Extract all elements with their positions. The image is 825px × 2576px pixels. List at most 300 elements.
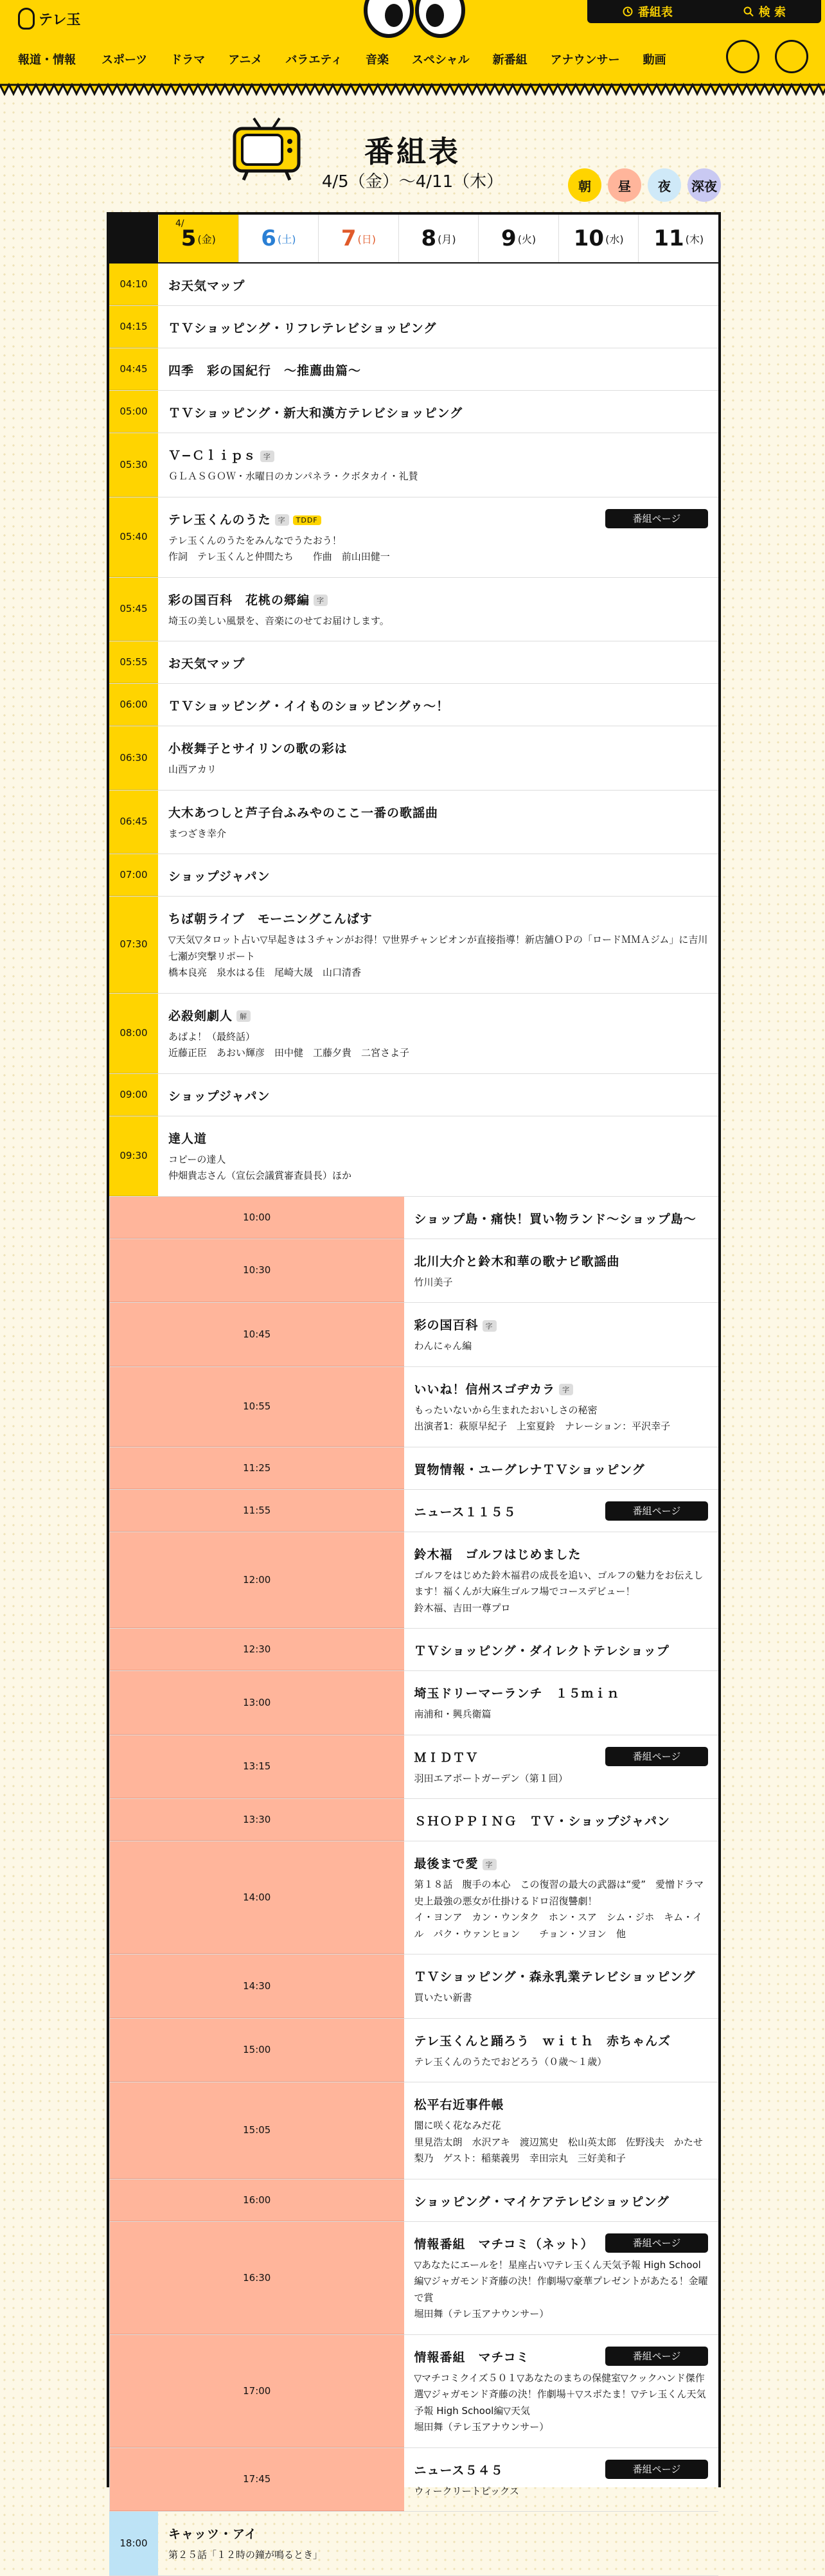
- program-badge: TDDF: [293, 515, 321, 525]
- program-description: [414, 1402, 709, 1435]
- program-cell: [404, 1841, 719, 1954]
- program-row[interactable]: [109, 1490, 718, 1532]
- program-time: 04:15: [109, 306, 158, 348]
- program-row[interactable]: [109, 2222, 718, 2335]
- program-description-line: テレ玉くんのうたをみんなでうたおう！: [168, 534, 342, 546]
- program-cell: [158, 791, 718, 854]
- program-time: 07:00: [109, 854, 158, 896]
- program-cell: [158, 2512, 718, 2575]
- program-title-line: [414, 1854, 709, 1872]
- schedule-link-label: 番組表: [637, 6, 673, 19]
- program-cell: [404, 2335, 719, 2447]
- program-cell: [158, 264, 718, 305]
- program-title-line: [414, 1545, 709, 1562]
- program-title-line: [168, 654, 708, 672]
- day-tab-number: 11: [653, 226, 684, 251]
- program-cell: [404, 1197, 719, 1239]
- program-description: [168, 469, 708, 485]
- program-title[interactable]: テレ玉くんのうた: [168, 512, 271, 527]
- program-description-line: 橋本良亮 泉水はる佳 尾崎大晟 山口清香: [168, 967, 362, 978]
- day-tab-weekday: (日): [357, 233, 377, 246]
- program-description-line: ウィークリートピックス: [414, 2485, 519, 2497]
- program-cell: [158, 897, 718, 993]
- logo-text: テレ玉: [39, 12, 81, 28]
- date-range: 4/5（金）〜4/11（木）: [321, 172, 504, 192]
- program-description-line: イ・ヨンア カン・ウンタク ホン・スア シム・ジホ キム・イル パク・ウァンヒョン チョン・ソヨン 他: [414, 1911, 703, 1940]
- nav-new-programs[interactable]: 新番組: [492, 53, 528, 67]
- tod-night-button[interactable]: 夜: [648, 168, 681, 202]
- program-description: [168, 2547, 708, 2564]
- nav-sports[interactable]: スポーツ: [102, 53, 148, 67]
- program-time: 14:30: [109, 1954, 404, 2018]
- program-description-line: 堀田舞（テレ玉アナウンサー）: [414, 2421, 549, 2433]
- program-title[interactable]: 大木あつしと芦子台ふみやのここ一番の歌謡曲: [168, 805, 439, 820]
- program-description: [414, 2118, 709, 2167]
- program-row[interactable]: [109, 726, 718, 791]
- program-cell: [404, 2019, 719, 2082]
- site-header: [0, 0, 825, 85]
- program-cell: [158, 994, 718, 1073]
- program-description-line: 第２５話「１２時の鐘が鳴るとき」: [168, 2549, 323, 2561]
- day-tab-number: 10: [573, 226, 605, 251]
- program-title[interactable]: 買物情報・ユーグレナＴＶショッピング: [414, 1462, 645, 1477]
- program-description: [414, 1990, 709, 2007]
- day-tab-8[interactable]: [398, 215, 479, 262]
- program-title-line: [414, 1812, 709, 1829]
- program-cell: [404, 1954, 719, 2018]
- program-page-button[interactable]: 番組ページ: [605, 1501, 708, 1521]
- program-description-line: ▽天気▽タロット占い▽早起きは３チャンがお得！▽世界チャンピオンが直接指導！新店舗ＯＰの「ロードＭＭＡジム」に吉川七瀬が突撃リポート: [168, 934, 708, 962]
- program-title-line: [168, 404, 708, 421]
- program-description-line: ＧＬＡＳＧＯＷ・水曜日のカンパネラ・クボタカイ・礼賛: [168, 470, 418, 482]
- mascot-icon: [18, 8, 35, 30]
- program-title[interactable]: 必殺剣劇人: [168, 1008, 233, 1023]
- program-title[interactable]: ＭＩＤＴＶ: [414, 1750, 479, 1765]
- program-time: 09:30: [109, 1116, 158, 1196]
- program-row[interactable]: [109, 1629, 718, 1671]
- program-description: [414, 2257, 709, 2323]
- nav-drama[interactable]: ドラマ: [170, 53, 206, 67]
- day-tab-month: 4/: [175, 219, 184, 229]
- page-title: 番組表: [364, 134, 461, 169]
- program-title-line: [414, 1252, 709, 1269]
- program-cell: [158, 391, 718, 433]
- program-title-line: [414, 1684, 709, 1701]
- program-time: 08:00: [109, 994, 158, 1073]
- program-title[interactable]: 情報番組 マチコミ: [414, 2350, 529, 2365]
- program-cell: [404, 2179, 719, 2221]
- program-cell: [404, 1629, 719, 1670]
- program-title[interactable]: テレ玉くんと踊ろう ｗｉｔｈ 赤ちゃんズ: [414, 2034, 671, 2048]
- program-title[interactable]: 情報番組 マチコミ（ネット）: [414, 2237, 594, 2251]
- program-time: 09:00: [109, 1074, 158, 1116]
- program-row[interactable]: [109, 1116, 718, 1197]
- program-title[interactable]: 彩の国百科: [414, 1318, 479, 1332]
- program-title-line: [168, 909, 708, 927]
- tod-noon-button[interactable]: 昼: [608, 168, 641, 202]
- program-description: [414, 2054, 709, 2071]
- program-title[interactable]: 彩の国百科 花桃の郷編: [168, 593, 310, 607]
- program-description: [168, 613, 708, 630]
- program-title-line: [168, 803, 708, 821]
- program-row[interactable]: [109, 994, 718, 1074]
- program-description-line: ▽マチコミクイズ５０１▽あなたのまちの保健室▽クックハンド傑作選▽ジャガモンド斉藤の決！作劇場＋▽スポたま！▽テレ玉くん天気予報 High School編▽天気: [414, 2372, 706, 2417]
- program-row[interactable]: [109, 2082, 718, 2179]
- program-time: 10:55: [109, 1367, 404, 1447]
- program-time: 04:45: [109, 348, 158, 390]
- program-time: 07:30: [109, 897, 158, 993]
- day-tab-weekday: (水): [605, 233, 624, 246]
- program-title-line: [168, 1087, 708, 1104]
- program-title[interactable]: ＳＨＯＰＰＩＮＧ ＴＶ・ショップジャパン: [414, 1814, 670, 1829]
- day-tab-number: 5: [181, 226, 197, 251]
- program-row[interactable]: [109, 1367, 718, 1447]
- program-badge: 解: [236, 1010, 251, 1022]
- program-list: [109, 264, 718, 2576]
- program-description-line: あばよ！（最終話）: [168, 1030, 256, 1042]
- program-time: 06:30: [109, 726, 158, 790]
- program-description-line: 南浦和・興兵衛篇: [414, 1708, 492, 1720]
- program-title[interactable]: ニュース１１５５: [414, 1505, 517, 1519]
- program-row[interactable]: [109, 1239, 718, 1303]
- program-description-line: テレ玉くんのうたでおどろう（０歳〜１歳）: [414, 2055, 607, 2068]
- program-cell: [158, 497, 718, 577]
- program-time: 05:55: [109, 641, 158, 683]
- day-tab-11[interactable]: [638, 215, 718, 262]
- program-description-line: 闇に咲く花なみだ花: [414, 2120, 501, 2131]
- program-title-line: [414, 1967, 709, 1985]
- search-link[interactable]: [743, 3, 786, 20]
- program-time: 05:45: [109, 578, 158, 641]
- program-title-line: [168, 1129, 708, 1147]
- program-page-button[interactable]: 番組ページ: [605, 2347, 708, 2366]
- program-title[interactable]: 達人道: [168, 1131, 208, 1146]
- program-badge: 字: [260, 451, 274, 462]
- program-time: 04:10: [109, 264, 158, 305]
- program-time: 16:00: [109, 2179, 404, 2221]
- program-time: 10:00: [109, 1197, 404, 1239]
- program-row[interactable]: [109, 2512, 718, 2576]
- program-time: 17:00: [109, 2335, 404, 2447]
- day-tabs-corner: [109, 215, 158, 262]
- program-row[interactable]: [109, 2179, 718, 2222]
- program-description-line: コピーの達人: [168, 1153, 226, 1165]
- program-description: [168, 533, 708, 566]
- program-title-line: [414, 1380, 709, 1397]
- program-title[interactable]: お天気マップ: [168, 657, 245, 671]
- program-description: [414, 1338, 709, 1355]
- day-tab-6[interactable]: [238, 215, 319, 262]
- program-cell: [404, 1303, 719, 1366]
- program-time: 14:00: [109, 1841, 404, 1954]
- program-description-line: まつざき幸介: [168, 827, 227, 839]
- search-icon: [743, 6, 754, 17]
- program-cell: [158, 726, 718, 790]
- program-time: 10:30: [109, 1239, 404, 1303]
- program-row[interactable]: [109, 1735, 718, 1800]
- program-title[interactable]: ショップジャパン: [168, 870, 271, 884]
- program-row[interactable]: [109, 1447, 718, 1490]
- program-title[interactable]: ショッピング・マイケアテレビショッピング: [414, 2194, 670, 2209]
- main-nav: [18, 46, 689, 72]
- program-row[interactable]: [109, 433, 718, 497]
- program-title[interactable]: ＴＶショッピング・イイものショッピングゥ〜！: [168, 699, 449, 713]
- program-page-button[interactable]: 番組ページ: [605, 2460, 708, 2479]
- program-title[interactable]: 松平右近事件帳: [414, 2098, 504, 2112]
- program-title-line: [414, 1316, 709, 1333]
- program-description-line: 山西アカリ: [168, 764, 217, 775]
- day-tab-7[interactable]: [318, 215, 398, 262]
- program-row[interactable]: [109, 497, 718, 578]
- program-badge: 字: [483, 1859, 497, 1870]
- nav-news[interactable]: 報道・情報: [18, 53, 76, 67]
- program-cell: [404, 1799, 719, 1841]
- day-tab-number: 7: [341, 226, 357, 251]
- program-title-line: [414, 1641, 709, 1659]
- program-title-line: [414, 1460, 709, 1478]
- program-title[interactable]: ちば朝ライブ モーニングこんぱす: [168, 912, 373, 926]
- clock-icon: [623, 6, 633, 17]
- program-title-line: [168, 319, 708, 336]
- program-row[interactable]: [109, 1841, 718, 1954]
- program-title[interactable]: 鈴木福 ゴルフはじめました: [414, 1547, 581, 1562]
- program-title-line: [168, 591, 708, 608]
- program-description: [414, 2370, 709, 2436]
- program-page-button[interactable]: 番組ページ: [605, 1747, 708, 1766]
- program-title-line: [168, 446, 708, 463]
- program-description-line: 第１８話 腹手の本心 この復習の最大の武器は“愛” 愛憎ドラマ史上最強の悪女が仕掛けるドロ沼復讐劇！: [414, 1879, 704, 1907]
- header-zigzag-divider: [0, 85, 825, 96]
- program-title[interactable]: ＴＶショッピング・ダイレクトテレショップ: [414, 1644, 670, 1658]
- program-cell: [404, 1447, 719, 1489]
- program-badge: 字: [275, 514, 289, 526]
- tod-late-night-button[interactable]: 深夜: [688, 168, 721, 202]
- program-time: 10:45: [109, 1303, 404, 1366]
- program-title-line: [168, 867, 708, 884]
- program-time: 11:25: [109, 1447, 404, 1489]
- program-title-line: [414, 1210, 709, 1227]
- program-description: [414, 1568, 709, 1617]
- program-time: 06:00: [109, 684, 158, 726]
- program-title[interactable]: ショップ島・痛快！買い物ランド〜ショップ島〜: [414, 1212, 696, 1226]
- day-tab-number: 8: [421, 226, 437, 251]
- program-description-line: 鈴木福、吉田一尊プロ: [414, 1602, 511, 1614]
- program-cell: [404, 1671, 719, 1735]
- program-title[interactable]: 埼玉ドリーマーランチ １５ｍｉｎ: [414, 1686, 620, 1701]
- nav-video[interactable]: 動画: [643, 53, 666, 67]
- day-tab-number: 9: [501, 226, 517, 251]
- program-row[interactable]: [109, 264, 718, 306]
- program-title[interactable]: いいね！信州スゴヂカラ: [414, 1382, 556, 1397]
- program-badge: 字: [483, 1320, 497, 1332]
- program-title[interactable]: ＴＶショッピング・新大和漢方テレビショッピング: [168, 406, 463, 420]
- program-description: [168, 826, 708, 843]
- program-time: 05:40: [109, 497, 158, 577]
- program-row[interactable]: [109, 2335, 718, 2448]
- day-tab-weekday: (土): [277, 233, 296, 246]
- program-row[interactable]: [109, 578, 718, 642]
- program-cell: [404, 1532, 719, 1629]
- program-time: 13:30: [109, 1799, 404, 1841]
- program-time: 15:00: [109, 2019, 404, 2082]
- program-description-line: 出演者1：萩原早紀子 上室夏鈴 ナレーション：平沢幸子: [414, 1420, 671, 1432]
- program-title-line: [168, 739, 708, 756]
- program-cell: [404, 2222, 719, 2334]
- nav-special[interactable]: スペシャル: [411, 53, 470, 67]
- program-description: [168, 1029, 708, 1062]
- program-description-line: わんにゃん編: [414, 1340, 472, 1352]
- program-time: 18:00: [109, 2512, 158, 2575]
- program-time: 12:30: [109, 1629, 404, 1670]
- day-tab-9[interactable]: [478, 215, 558, 262]
- day-tab-weekday: (火): [517, 233, 537, 246]
- program-row[interactable]: [109, 1799, 718, 1841]
- program-row[interactable]: [109, 1671, 718, 1735]
- program-description-line: 埼玉の美しい風景を、音楽にのせてお届けします。: [168, 614, 389, 627]
- program-row[interactable]: [109, 1074, 718, 1116]
- program-row[interactable]: [109, 791, 718, 855]
- program-title[interactable]: 四季 彩の国紀行 〜推薦曲篇〜: [168, 364, 362, 378]
- program-cell: [404, 2082, 719, 2179]
- day-tab-10[interactable]: [558, 215, 639, 262]
- day-tabs: [109, 215, 718, 264]
- program-badge: 字: [314, 595, 328, 606]
- program-title-line: [168, 2525, 708, 2542]
- program-row[interactable]: [109, 1303, 718, 1367]
- program-row[interactable]: [109, 897, 718, 994]
- program-cell: [158, 1074, 718, 1116]
- program-row[interactable]: [109, 1532, 718, 1629]
- program-description: [168, 1152, 708, 1185]
- day-tab-number: 6: [261, 226, 276, 251]
- program-time: 12:00: [109, 1532, 404, 1629]
- program-row[interactable]: [109, 1197, 718, 1239]
- program-title[interactable]: キャッツ・アイ: [168, 2527, 258, 2541]
- program-title[interactable]: ニュース５４５: [414, 2463, 504, 2478]
- program-time: 16:30: [109, 2222, 404, 2334]
- program-time: 05:30: [109, 433, 158, 497]
- program-row[interactable]: [109, 391, 718, 433]
- program-description-line: ▽あなたにエールを！星座占い▽テレ玉くん天気予報 High School編▽ジャガモンド斉藤の決！作劇場▽豪華プレゼントがあたる！金曜で賞: [414, 2258, 708, 2303]
- program-description: [168, 932, 708, 981]
- program-description-line: 竹川美子: [414, 1276, 453, 1288]
- schedule-link[interactable]: [623, 3, 673, 20]
- program-description-line: 羽田エアポートガーデン（第１回）: [414, 1772, 568, 1784]
- program-time: 11:55: [109, 1490, 404, 1532]
- program-cell: [158, 578, 718, 641]
- program-row[interactable]: [109, 306, 718, 348]
- tod-morning-button[interactable]: 朝: [568, 168, 601, 202]
- program-description-line: 作詞 テレ玉くんと仲間たち 作曲 前山田健一: [168, 551, 390, 562]
- nav-variety[interactable]: バラエティ: [285, 53, 342, 67]
- program-time: 06:45: [109, 791, 158, 854]
- nav-music[interactable]: 音楽: [365, 53, 389, 67]
- program-time: 05:00: [109, 391, 158, 433]
- mascot-bus-icon[interactable]: [775, 40, 808, 73]
- program-row[interactable]: [109, 854, 718, 897]
- program-description: [414, 1275, 709, 1291]
- program-cell: [404, 1367, 719, 1447]
- program-cell: [404, 1239, 719, 1303]
- program-title[interactable]: ＴＶショッピング・リフレテレビショッピング: [168, 321, 437, 335]
- program-title[interactable]: 北川大介と鈴木和華の歌ナビ歌謡曲: [414, 1254, 620, 1269]
- top-utility-bar: [587, 0, 821, 23]
- program-row[interactable]: [109, 684, 718, 726]
- program-description-line: 里見浩太朗 水沢アキ 渡辺篤史 松山英太郎 佐野浅夫 かたせ梨乃 ゲスト：稲葉義男 幸田宗丸 三好美和子: [414, 2136, 703, 2164]
- program-title[interactable]: 最後まで愛: [414, 1857, 479, 1871]
- program-title-line: [414, 2095, 709, 2113]
- program-cell: [158, 306, 718, 348]
- program-row[interactable]: [109, 641, 718, 684]
- program-title[interactable]: ショップジャパン: [168, 1089, 271, 1104]
- program-description-line: ゴルフをはじめた鈴木福君の成長を追い、ゴルフの魅力をお伝えします！福くんが大麻生ゴルフ場でコースデビュー！: [414, 1569, 704, 1597]
- day-tab-weekday: (木): [685, 233, 704, 246]
- program-description: [414, 1771, 709, 1787]
- program-cell: [404, 1735, 719, 1799]
- program-row[interactable]: [109, 2019, 718, 2083]
- mascot-character-icon[interactable]: [726, 40, 759, 73]
- program-time: 17:45: [109, 2448, 404, 2512]
- program-title[interactable]: 小桜舞子とサイリンの歌の彩は: [168, 742, 348, 756]
- program-description-line: 仲畑貴志さん（宣伝会議賞審査員長）ほか: [168, 1170, 352, 1181]
- program-description-line: 近藤正臣 あおい輝彦 田中健 工藤夕貴 二宮さよ子: [168, 1047, 410, 1059]
- program-title[interactable]: Ｖ−Ｃｌｉｐｓ: [168, 449, 256, 463]
- mascot-eyes-icon: [363, 0, 466, 39]
- program-cell: [158, 684, 718, 726]
- program-cell: [404, 1490, 719, 1532]
- program-title[interactable]: ＴＶショッピング・森永乳業テレビショッピング: [414, 1970, 696, 1984]
- program-time: 15:05: [109, 2082, 404, 2179]
- program-description-line: 買いたい新書: [414, 1992, 472, 2003]
- program-title-line: [414, 2032, 709, 2049]
- program-title-line: [168, 361, 708, 379]
- nav-anime[interactable]: アニメ: [228, 53, 263, 67]
- day-tab-weekday: (金): [197, 233, 216, 246]
- program-time: 13:00: [109, 1671, 404, 1735]
- program-title-line: [168, 697, 708, 714]
- program-row[interactable]: [109, 2448, 718, 2512]
- day-tab-weekday: (月): [438, 233, 456, 246]
- program-title-line: [168, 1006, 708, 1024]
- program-row[interactable]: [109, 1954, 718, 2019]
- site-logo[interactable]: [18, 8, 81, 30]
- program-description-line: もったいないから生まれたおいしさの秘密: [414, 1404, 598, 1416]
- program-title-line: [414, 2192, 709, 2210]
- program-time: 13:15: [109, 1735, 404, 1799]
- program-title-line: [168, 276, 708, 294]
- day-tab-5[interactable]: [158, 215, 238, 262]
- program-badge: 字: [559, 1384, 573, 1395]
- program-cell: [158, 348, 718, 390]
- program-cell: [404, 2448, 719, 2512]
- program-row[interactable]: [109, 348, 718, 391]
- program-title[interactable]: お天気マップ: [168, 279, 245, 293]
- program-cell: [158, 854, 718, 896]
- search-link-label: 検 索: [758, 6, 786, 19]
- program-page-button[interactable]: 番組ページ: [605, 509, 708, 528]
- program-cell: [158, 641, 718, 683]
- program-description: [414, 2483, 709, 2500]
- nav-announcers[interactable]: アナウンサー: [550, 53, 620, 67]
- program-cell: [158, 1116, 718, 1196]
- schedule-table: [107, 212, 721, 2561]
- program-cell: [158, 433, 718, 497]
- program-description: [168, 762, 708, 778]
- program-page-button[interactable]: 番組ページ: [605, 2233, 708, 2253]
- program-description: [414, 1706, 709, 1723]
- program-description: [414, 1877, 709, 1942]
- program-description-line: 堀田舞（テレ玉アナウンサー）: [414, 2308, 549, 2320]
